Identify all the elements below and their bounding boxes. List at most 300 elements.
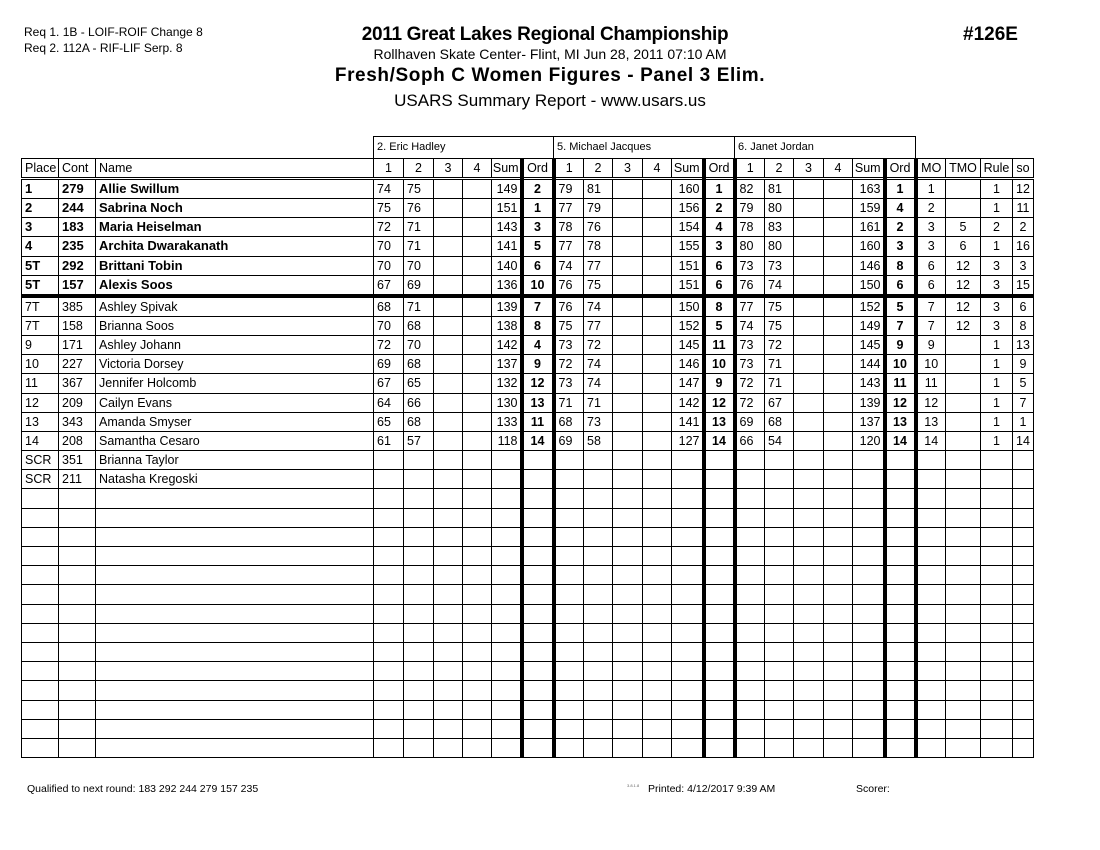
table-row [22,604,1034,623]
col-j2-sum: Sum [672,159,704,179]
judge-2-ordinal-cell: 2 [704,199,735,218]
judge-2-score-3-cell [613,316,643,335]
judge-3-ordinal-cell [885,623,916,642]
judge-3-score-1-cell: 74 [735,316,765,335]
judge-3-score-2-cell [765,566,794,585]
col-j1-s3: 3 [434,159,463,179]
judge-3-score-4-cell [824,489,853,508]
judge-3-ordinal-cell [885,489,916,508]
report-line: USARS Summary Report - www.usars.us [394,91,706,110]
judge-3-ordinal-cell: 5 [885,296,916,317]
judge-3-score-2-cell [765,470,794,489]
judge-1-score-1-cell: 72 [374,218,404,237]
judge-3-sum-cell: 152 [853,296,885,317]
judge-2-score-2-cell: 77 [584,316,613,335]
judge-1-score-4-cell [463,237,492,256]
skater-name-cell: Brianna Soos [96,316,374,335]
judge-3-score-1-cell [735,451,765,470]
table-row [22,470,1034,489]
judge-2-score-4-cell [643,275,672,296]
judge-3-score-3-cell [794,218,824,237]
judge-2-ordinal-cell: 4 [704,218,735,237]
judge-1-score-2-cell: 75 [404,179,434,199]
judge-3-ordinal-cell [885,566,916,585]
judge-2-ordinal-cell [704,470,735,489]
judge-1-score-1-cell [374,585,404,604]
judge-2-score-4-cell [643,335,672,354]
judge-2-score-3-cell [613,719,643,738]
judge-1-score-4-cell [463,604,492,623]
judge-1-score-2-cell: 68 [404,412,434,431]
judge-3-sum-cell: 139 [853,393,885,412]
judge-3-ordinal-cell [885,642,916,661]
skater-name-cell: Victoria Dorsey [96,355,374,374]
judge-1-ordinal-cell: 11 [522,412,554,431]
judge-3-score-3-cell [794,335,824,354]
judge-2-score-1-cell [554,527,584,546]
judge-1-ordinal-cell [522,470,554,489]
so-cell: 3 [1013,256,1034,275]
judge-1-score-3-cell [434,470,463,489]
judge-1-sum-cell [492,738,522,757]
mo-cell: 12 [916,393,946,412]
judge-3-score-4-cell [824,199,853,218]
judge-2-score-2-cell: 72 [584,335,613,354]
table-row [22,431,1034,450]
col-rule: Rule [981,159,1013,179]
judge-3-score-2-cell [765,681,794,700]
skater-name-cell: Cailyn Evans [96,393,374,412]
mo-cell [916,719,946,738]
judge-3-sum-cell: 137 [853,412,885,431]
judge-3-score-1-cell [735,604,765,623]
mo-cell: 11 [916,374,946,393]
mo-cell [916,662,946,681]
place-cell: 14 [22,431,59,450]
rule-cell [981,738,1013,757]
rule-cell [981,547,1013,566]
judge-2-ordinal-cell [704,527,735,546]
mo-cell: 13 [916,412,946,431]
judge-3-score-4-cell [824,412,853,431]
tmo-cell [946,738,981,757]
judge-2-score-1-cell: 73 [554,374,584,393]
so-cell [1013,489,1034,508]
mo-cell: 10 [916,355,946,374]
judge-3-score-1-cell: 72 [735,374,765,393]
col-j1-s2: 2 [404,159,434,179]
table-row [22,296,1034,317]
col-j3-sum: Sum [853,159,885,179]
judge-3-score-2-cell [765,508,794,527]
so-cell [1013,470,1034,489]
col-j2-s3: 3 [613,159,643,179]
rule-cell: 1 [981,393,1013,412]
judge-1-score-4-cell [463,199,492,218]
judge-1-score-4-cell [463,256,492,275]
judge-3-sum-cell: 160 [853,237,885,256]
contestant-number-cell [59,662,96,681]
judge-3-score-3-cell [794,700,824,719]
contestant-number-cell [59,585,96,604]
judge-2-score-2-cell: 78 [584,237,613,256]
judge-2-ordinal-cell: 1 [704,179,735,199]
skater-name-cell: Archita Dwarakanath [96,237,374,256]
judge-2-score-2-cell [584,470,613,489]
judge-1-score-4-cell [463,335,492,354]
judge-2-score-1-cell [554,470,584,489]
judge-2-score-4-cell [643,296,672,317]
mo-cell: 7 [916,316,946,335]
so-cell [1013,547,1034,566]
tmo-cell [946,374,981,393]
judge-2-score-1-cell [554,508,584,527]
tmo-cell: 6 [946,237,981,256]
judge-2-score-1-cell: 72 [554,355,584,374]
so-cell [1013,566,1034,585]
judge-2-score-2-cell: 74 [584,355,613,374]
judge-2-sum-cell [672,642,704,661]
judge-1-ordinal-cell [522,623,554,642]
judge-3-sum-cell [853,470,885,489]
judge-2-sum-cell [672,547,704,566]
contestant-number-cell: 227 [59,355,96,374]
judge-1-score-3-cell [434,451,463,470]
judge-3-score-1-cell [735,566,765,585]
judge-2-ordinal-cell [704,566,735,585]
place-cell [22,738,59,757]
judge-1-sum-cell: 130 [492,393,522,412]
judge-2-score-3-cell [613,218,643,237]
judge-2-score-1-cell [554,566,584,585]
judge-2-score-3-cell [613,604,643,623]
judge-3-score-2-cell [765,451,794,470]
judge-1-score-3-cell [434,431,463,450]
skater-name-cell: Sabrina Noch [96,199,374,218]
judge-2-ordinal-cell: 12 [704,393,735,412]
judge-1-name: 2. Eric Hadley [374,137,554,159]
judge-2-score-3-cell [613,700,643,719]
judge-3-score-3-cell [794,275,824,296]
judge-2-score-3-cell [613,623,643,642]
judge-3-score-3-cell [794,585,824,604]
col-j1-sum: Sum [492,159,522,179]
skater-name-cell [96,719,374,738]
judge-1-sum-cell [492,719,522,738]
judge-2-score-3-cell [613,393,643,412]
judge-2-ordinal-cell [704,700,735,719]
judge-2-sum-cell [672,662,704,681]
judge-2-score-1-cell: 74 [554,256,584,275]
judge-1-score-4-cell [463,218,492,237]
judge-3-sum-cell [853,451,885,470]
judge-1-ordinal-cell: 14 [522,431,554,450]
table-row [22,642,1034,661]
rule-cell [981,470,1013,489]
col-j2-s2: 2 [584,159,613,179]
judge-3-score-2-cell [765,719,794,738]
judge-2-score-4-cell [643,623,672,642]
judge-1-score-4-cell [463,566,492,585]
contestant-number-cell: 235 [59,237,96,256]
judge-3-score-1-cell [735,508,765,527]
so-cell: 13 [1013,335,1034,354]
judge-2-ordinal-cell [704,604,735,623]
place-cell [22,662,59,681]
judge-2-score-3-cell [613,256,643,275]
judge-3-score-1-cell [735,642,765,661]
judge-2-sum-cell: 145 [672,335,704,354]
contestant-number-cell: 183 [59,218,96,237]
judge-1-sum-cell [492,489,522,508]
mo-cell: 3 [916,237,946,256]
judge-1-sum-cell [492,451,522,470]
judge-1-score-3-cell [434,508,463,527]
judge-2-sum-cell [672,585,704,604]
judge-3-ordinal-cell [885,700,916,719]
judge-3-score-3-cell [794,642,824,661]
judge-1-score-2-cell [404,719,434,738]
judge-2-score-2-cell [584,719,613,738]
mo-cell: 14 [916,431,946,450]
tmo-cell [946,642,981,661]
rule-cell [981,604,1013,623]
venue-line: Rollhaven Skate Center- Flint, MI Jun 28, 2011 07:10 AM [373,46,727,62]
judge-3-score-1-cell: 80 [735,237,765,256]
judge-3-score-4-cell [824,585,853,604]
contestant-number-cell [59,738,96,757]
tmo-cell [946,547,981,566]
judge-3-sum-cell [853,604,885,623]
so-cell [1013,642,1034,661]
judge-2-score-4-cell [643,316,672,335]
judge-1-ordinal-cell [522,508,554,527]
judge-1-score-1-cell: 61 [374,431,404,450]
judge-2-ordinal-cell [704,642,735,661]
judge-3-ordinal-cell [885,604,916,623]
col-so: so [1013,159,1034,179]
judge-3-score-3-cell [794,604,824,623]
judge-3-ordinal-cell [885,719,916,738]
judge-2-score-1-cell [554,662,584,681]
tmo-cell [946,335,981,354]
tmo-cell [946,431,981,450]
judge-3-ordinal-cell [885,681,916,700]
table-row [22,489,1034,508]
judge-1-score-1-cell [374,527,404,546]
col-name: Name [96,159,374,179]
judge-1-score-1-cell: 70 [374,237,404,256]
contestant-number-cell: 211 [59,470,96,489]
judge-1-score-3-cell [434,642,463,661]
so-cell [1013,451,1034,470]
judge-3-ordinal-cell: 13 [885,412,916,431]
judge-1-ordinal-cell [522,547,554,566]
judge-2-sum-cell: 142 [672,393,704,412]
judge-2-score-2-cell [584,681,613,700]
judge-1-score-1-cell: 67 [374,275,404,296]
place-cell [22,604,59,623]
judge-3-score-3-cell [794,470,824,489]
contestant-number-cell [59,642,96,661]
judge-2-score-4-cell [643,681,672,700]
table-row [22,681,1034,700]
judge-3-ordinal-cell: 2 [885,218,916,237]
skater-name-cell: Alexis Soos [96,275,374,296]
judge-1-score-2-cell: 65 [404,374,434,393]
judge-1-ordinal-cell [522,527,554,546]
judge-2-score-4-cell [643,719,672,738]
col-j1-s4: 4 [463,159,492,179]
rule-cell [981,642,1013,661]
so-cell: 8 [1013,316,1034,335]
judge-1-score-2-cell: 57 [404,431,434,450]
judge-3-score-2-cell: 71 [765,374,794,393]
contestant-number-cell [59,527,96,546]
so-cell: 16 [1013,237,1034,256]
judge-1-sum-cell: 142 [492,335,522,354]
tmo-cell [946,451,981,470]
judge-1-score-4-cell [463,374,492,393]
mo-cell [916,527,946,546]
judge-2-score-3-cell [613,275,643,296]
place-cell [22,681,59,700]
judge-1-score-3-cell [434,179,463,199]
judge-1-ordinal-cell: 1 [522,199,554,218]
judge-1-score-3-cell [434,335,463,354]
skater-name-cell [96,489,374,508]
judge-1-score-3-cell [434,700,463,719]
judge-3-ordinal-cell: 7 [885,316,916,335]
requirement-1: Req 1. 1B - LOIF-ROIF Change 8 [24,25,203,39]
judge-2-ordinal-cell [704,681,735,700]
judge-3-score-4-cell [824,470,853,489]
judge-3-score-1-cell: 69 [735,412,765,431]
rule-cell: 1 [981,355,1013,374]
judge-2-ordinal-cell [704,738,735,757]
judge-2-score-2-cell: 58 [584,431,613,450]
table-row [22,218,1034,237]
place-cell [22,700,59,719]
judge-1-score-3-cell [434,393,463,412]
judge-2-sum-cell: 160 [672,179,704,199]
table-row [22,662,1034,681]
so-cell [1013,585,1034,604]
judge-2-score-2-cell: 71 [584,393,613,412]
so-cell: 14 [1013,431,1034,450]
judge-2-score-4-cell [643,431,672,450]
judge-1-score-4-cell [463,412,492,431]
judge-3-score-2-cell [765,700,794,719]
judge-3-sum-cell [853,489,885,508]
judge-3-sum-cell: 163 [853,179,885,199]
judge-3-score-4-cell [824,431,853,450]
judge-3-score-3-cell [794,662,824,681]
judge-1-score-2-cell: 71 [404,237,434,256]
judge-2-sum-cell [672,566,704,585]
judge-3-score-1-cell: 73 [735,256,765,275]
mo-cell [916,470,946,489]
judge-3-score-4-cell [824,527,853,546]
judge-2-score-3-cell [613,566,643,585]
judge-3-score-1-cell [735,527,765,546]
rule-cell: 3 [981,316,1013,335]
contestant-number-cell [59,623,96,642]
judge-2-score-2-cell: 75 [584,275,613,296]
so-cell [1013,527,1034,546]
judge-3-score-4-cell [824,508,853,527]
judge-1-sum-cell [492,527,522,546]
judge-3-score-1-cell: 73 [735,335,765,354]
judge-3-score-1-cell [735,681,765,700]
skater-name-cell [96,585,374,604]
col-tmo: TMO [946,159,981,179]
judge-1-score-4-cell [463,681,492,700]
judge-1-score-4-cell [463,431,492,450]
judge-3-score-3-cell [794,256,824,275]
judge-1-sum-cell [492,470,522,489]
judge-1-score-1-cell: 64 [374,393,404,412]
skater-name-cell: Jennifer Holcomb [96,374,374,393]
judge-3-ordinal-cell [885,470,916,489]
place-cell: 13 [22,412,59,431]
judge-3-score-4-cell [824,275,853,296]
judge-3-score-3-cell [794,179,824,199]
so-cell: 7 [1013,393,1034,412]
judge-2-score-4-cell [643,451,672,470]
judge-3-score-4-cell [824,316,853,335]
judge-2-score-1-cell: 73 [554,335,584,354]
judge-3-score-2-cell [765,585,794,604]
place-cell: 2 [22,199,59,218]
rule-cell [981,451,1013,470]
judge-3-ordinal-cell [885,547,916,566]
mo-cell [916,642,946,661]
judge-2-score-4-cell [643,508,672,527]
judge-3-ordinal-cell [885,527,916,546]
judge-2-score-1-cell: 75 [554,316,584,335]
place-cell [22,508,59,527]
judge-1-score-2-cell [404,527,434,546]
judge-3-score-3-cell [794,451,824,470]
judge-2-score-4-cell [643,700,672,719]
judge-2-score-2-cell: 74 [584,296,613,317]
judge-1-score-1-cell: 72 [374,335,404,354]
judge-1-sum-cell: 136 [492,275,522,296]
judge-1-sum-cell: 140 [492,256,522,275]
so-cell: 2 [1013,218,1034,237]
judge-2-score-4-cell [643,527,672,546]
judge-2-score-4-cell [643,218,672,237]
judge-2-score-3-cell [613,237,643,256]
judge-2-ordinal-cell [704,662,735,681]
judge-2-score-2-cell: 79 [584,199,613,218]
judge-1-score-3-cell [434,199,463,218]
judge-1-score-1-cell: 67 [374,374,404,393]
judge-2-score-1-cell: 68 [554,412,584,431]
judge-1-score-2-cell: 71 [404,296,434,317]
judge-3-ordinal-cell [885,662,916,681]
judge-3-ordinal-cell: 6 [885,275,916,296]
judge-1-score-3-cell [434,316,463,335]
judge-3-sum-cell [853,738,885,757]
judge-2-score-2-cell [584,547,613,566]
judge-1-score-2-cell: 69 [404,275,434,296]
judge-3-sum-cell [853,566,885,585]
rule-cell: 3 [981,296,1013,317]
col-mo: MO [916,159,946,179]
judge-3-score-2-cell [765,547,794,566]
